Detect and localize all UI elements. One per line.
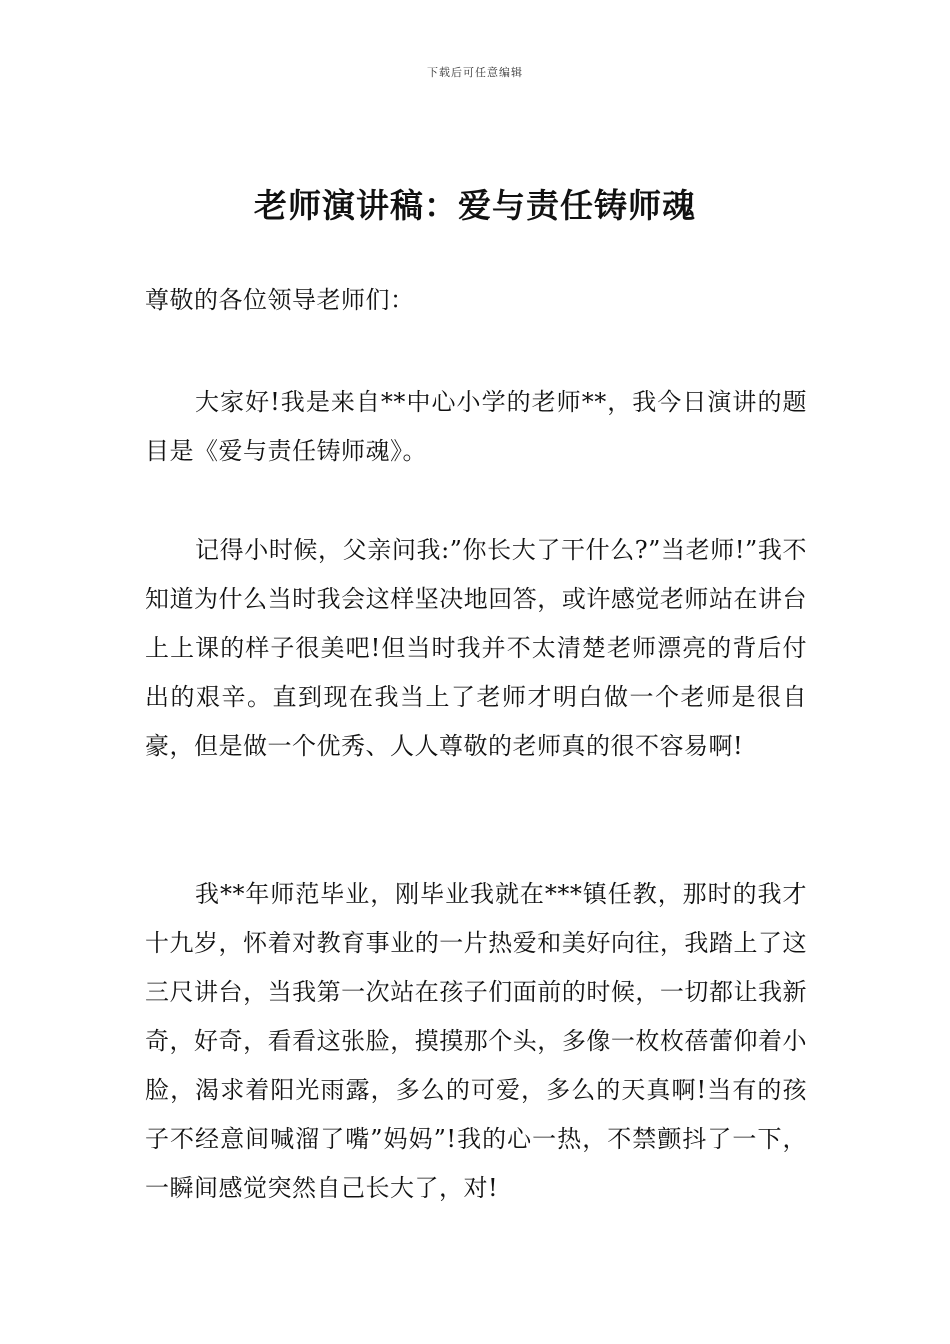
header-note: 下载后可任意编辑 — [427, 66, 523, 79]
paragraph-1: 大家好!我是来自**中心小学的老师**，我今日演讲的题目是《爱与责任铸师魂》。 — [145, 388, 807, 465]
paragraph-3: 我**年师范毕业，刚毕业我就在***镇任教，那时的我才十九岁，怀着对教育事业的一片热爱和美好向往，我踏上了这三尺讲台，当我第一次站在孩子们面前的时候，一切都让我新奇，好奇，看看这张脸，摸摸那个头，多像一枚枚蓓蕾仰着小脸，渴求着阳光雨露，多么的可爱，多么的天真啊!当有的孩子不经意间喊溜了嘴”妈妈”!我的心一热，不禁颤抖了一下，一瞬间感觉突然自己长大了，对! — [145, 880, 807, 1202]
document-title: 老师演讲稿：爱与责任铸师魂 — [254, 186, 696, 225]
paragraph-2: 记得小时候，父亲问我:”你长大了干什么?”当老师!”我不知道为什么当时我会这样坚决地回答，或许感觉老师站在讲台上上课的样子很美吧!但当时我并不太清楚老师漂亮的背后付出的艰辛。直到现在我当上了老师才明白做一个老师是很自豪，但是做一个优秀、人人尊敬的老师真的很不容易啊! — [145, 536, 807, 760]
greeting-line: 尊敬的各位领导老师们： — [145, 286, 415, 314]
